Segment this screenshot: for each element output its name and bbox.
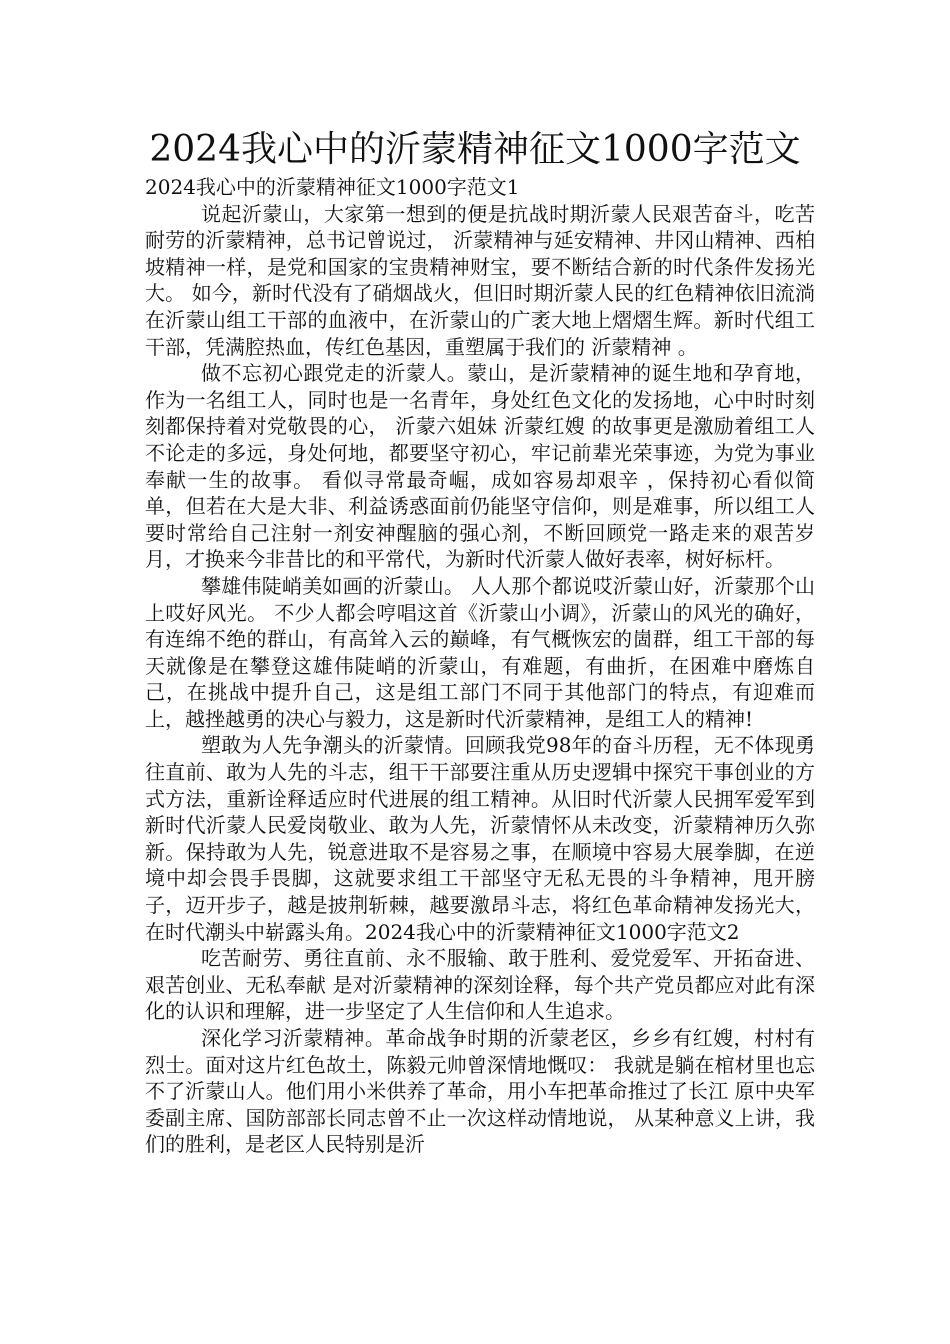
paragraph: 塑敢为人先争潮头的沂蒙情。回顾我党98年的奋斗历程，无不体现勇往直前、敢为人先的斗志，组干干部要注重从历史逻辑中探究干事创业的方式方法，重新诠释适应时代进展的组工精神。从旧时代沂蒙人民拥军爱军到新时代沂蒙人民爱岗敬业、敢为人先，沂蒙情怀从未改变，沂蒙精神历久弥新。保持敢为人先，锐意进取不是容易之事，在顺境中容易大展拳脚，在逆境中却会畏手畏脚，这就要求组工干部坚守无私无畏的斗争精神，甩开膀子，迈开步子，越是披荆斩棘，越要激昂斗志，将红色革命精神发扬光大，在时代潮头中崭露头角。2024我心中的沂蒙精神征文1000字范文2 — [145, 733, 815, 944]
document-title: 2024我心中的沂蒙精神征文1000字范文 — [149, 129, 801, 170]
paragraph: 吃苦耐劳、勇往直前、永不服输、敢于胜利、爱党爱军、开拓奋进、艰苦创业、无私奉献 是对沂蒙精神的深刻诠释，每个共产党员都应对此有深化的认识和理解，进一步坚定了人生信仰和人生追求。 — [145, 946, 815, 1024]
paragraph: 说起沂蒙山，大家第一想到的便是抗战时期沂蒙人民艰苦奋斗，吃苦耐劳的沂蒙精神，总书记曾说过， 沂蒙精神与延安精神、井冈山精神、西柏坡精神一样，是党和国家的宝贵精神财宝，要不断结合新的时代条件发扬光大。 如今，新时代没有了硝烟战火，但旧时期沂蒙人民的红色精神依旧流淌在沂蒙山组工干部的血液中，在沂蒙山的广袤大地上熠熠生辉。新时代组工干部，凭满腔热血，传红色基因，重塑属于我们的 沂蒙精神 。 — [145, 201, 815, 359]
paragraph: 深化学习沂蒙精神。革命战争时期的沂蒙老区，乡乡有红嫂，村村有烈士。面对这片红色故土，陈毅元帅曾深情地慨叹： 我就是躺在棺材里也忘不了沂蒙山人。他们用小米供养了革命，用小车把革命推过了长江 原中央军委副主席、国防部部长同志曾不止一次这样动情地说， 从某种意义上讲，我们的胜利，是老区人民特别是沂 — [145, 1026, 815, 1157]
document-body — [145, 174, 815, 1158]
paragraph: 攀雄伟陡峭美如画的沂蒙山。 人人那个都说哎沂蒙山好，沂蒙那个山上哎好风光。 不少人都会哼唱这首《沂蒙山小调》，沂蒙山的风光的确好，有连绵不绝的群山，有高耸入云的巅峰，有气概恢宏的崮群，组工干部的每天就像是在攀登这雄伟陡峭的沂蒙山，有难题，有曲折，在困难中磨炼自己，在挑战中提升自己，这是组工部门不同于其他部门的特点，有迎难而上，越挫越勇的决心与毅力，这是新时代沂蒙精神，是组工人的精神! — [145, 573, 815, 731]
section-heading: 2024我心中的沂蒙精神征文1000字范文1 — [145, 175, 520, 199]
paragraph: 做不忘初心跟党走的沂蒙人。蒙山，是沂蒙精神的诞生地和孕育地，作为一名组工人，同时也是一名青年，身处红色文化的发扬地，心中时时刻刻都保持着对党敬畏的心， 沂蒙六姐妹 沂蒙红嫂 的故事更是激励着组工人不论走的多远，身处何地，都要坚守初心，牢记前辈光荣事迹，为党为事业奉献一生的故事。 看似寻常最奇崛，成如容易却艰辛 ，保持初心看似简单，但若在大是大非、利益诱惑面前仍能坚守信仰，则是难事，所以组工人要时常给自己注射一剂安神醒脑的强心剂，不断回顾党一路走来的艰苦岁月，才换来今非昔比的和平常代，为新时代沂蒙人做好表率，树好标杆。 — [145, 361, 815, 572]
